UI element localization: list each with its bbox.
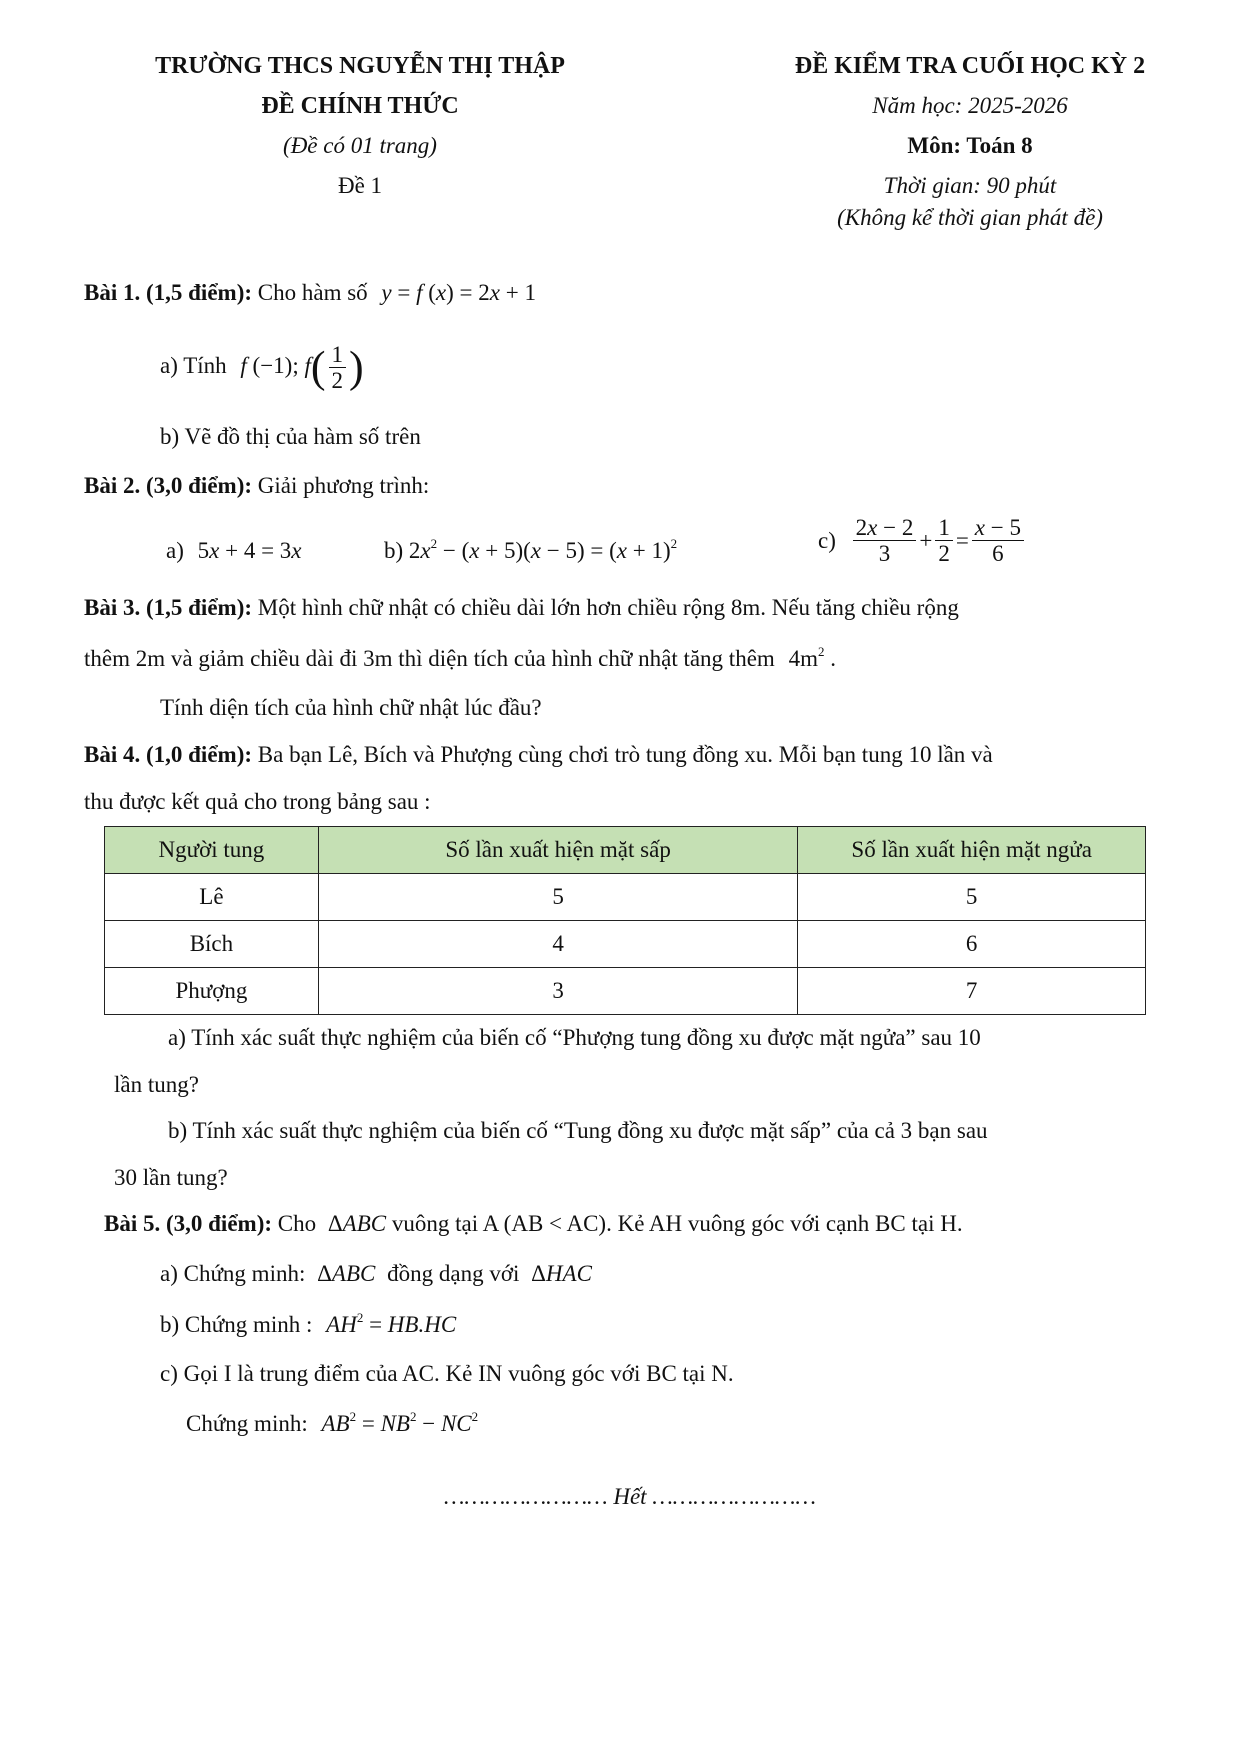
table-cell: Bích [105, 921, 319, 968]
bai2-heading: Bài 2. (3,0 điểm): [84, 473, 253, 498]
bai1-function: y = f (x) = 2x + 1 [381, 280, 536, 305]
table-cell: 5 [798, 874, 1146, 921]
table-cell: 5 [318, 874, 798, 921]
triangle-abc: ΔABC [327, 1211, 387, 1236]
bai5-b-expr: $AH^2 = HB.HC$ [326, 1310, 457, 1337]
table-row [105, 921, 1146, 968]
bai5-a [160, 1260, 592, 1288]
bai4-heading: Bài 4. (1,0 điểm): [84, 742, 253, 767]
bai5-a-mid: đồng dạng với [387, 1261, 520, 1286]
bai3-line2 [84, 645, 836, 673]
bai1-a [160, 342, 364, 394]
exam-title: ĐỀ KIỂM TRA CUỐI HỌC KỲ 2 [794, 53, 1146, 79]
bai5-c-expr: $AB^2 = NB^2 - NC^2$ [321, 1409, 479, 1436]
table-header-row [105, 827, 1146, 874]
school-name: TRƯỜNG THCS NGUYỄN THỊ THẬP [155, 53, 565, 79]
bai2-c [818, 515, 1027, 567]
bai3-line3: Tính diện tích của hình chữ nhật lúc đầu? [160, 695, 542, 720]
bai5-a-pre: a) Chứng minh: [160, 1261, 306, 1286]
bai3-text2: thêm 2m và giảm chiều dài đi 3m thì diện tích của hình chữ nhật tăng thêm [84, 646, 775, 671]
bai1-intro [84, 279, 536, 307]
subject: Môn: Toán 8 [907, 133, 1033, 158]
table-cell: 7 [798, 968, 1146, 1015]
bai2-c-equation: $\frac{2x - 2}{3}$ + $\frac{1}{2}$ = $\frac{x - 5}{6}$ [850, 526, 1027, 551]
bai2-c-label: c) [818, 528, 836, 553]
table-cell: 6 [798, 921, 1146, 968]
bai2-a [166, 537, 302, 565]
bai4-a-line1: a) Tính xác suất thực nghiệm của biến cố “Phượng tung đồng xu được mặt ngửa” sau 10 [168, 1025, 981, 1050]
table-cell: Lê [105, 874, 319, 921]
bai2-b-label: b) [384, 538, 404, 563]
bai3-text1: Một hình chữ nhật có chiều dài lớn hơn chiều rộng 8m. Nếu tăng chiều rộng [257, 595, 959, 620]
bai5-c-proof [186, 1410, 478, 1438]
bai4-text1: Ba bạn Lê, Bích và Phượng cùng chơi trò tung đồng xu. Mỗi bạn tung 10 lần và [257, 742, 993, 767]
bai2-b [384, 537, 677, 565]
bai1-a-label: a) Tính [160, 353, 227, 379]
bai4-line2: thu được kết quả cho trong bảng sau : [84, 789, 431, 814]
bai4-b-line2: 30 lần tung? [114, 1165, 228, 1190]
exam-code: Đề 1 [337, 173, 383, 198]
triangle-hac: ΔHAC [531, 1261, 592, 1286]
bai2-intro [84, 472, 429, 500]
table-header-player: Người tung [105, 827, 319, 874]
bai5-c-proof-label: Chứng minh: [186, 1411, 308, 1436]
end-label: Hết [613, 1484, 647, 1509]
bai1-a-expr: f (−1); f( $\frac{1}{2}$ ) [240, 342, 364, 394]
bai3-area-increase: $4m^2$ . [788, 644, 836, 671]
bai5-intro [104, 1210, 963, 1238]
bai2-a-equation: 5x + 4 = 3x [197, 538, 302, 563]
table-row [105, 874, 1146, 921]
bai5-c: c) Gọi I là trung điểm của AC. Kẻ IN vuông góc với BC tại N. [160, 1361, 734, 1386]
bai2-b-equation: $2x^2 - (x + 5)(x - 5) = (x + 1)^2$ [408, 536, 678, 563]
coin-toss-table [104, 826, 1146, 1015]
header-right [720, 52, 1220, 244]
bai5-b-pre: b) Chứng minh : [160, 1312, 313, 1337]
bai5-intro-post: vuông tại A (AB < AC). Kẻ AH vuông góc với cạnh BC tại H. [391, 1211, 963, 1236]
bai4-b-line1: b) Tính xác suất thực nghiệm của biến cố “Tung đồng xu được mặt sấp” của cả 3 bạn sau [168, 1118, 988, 1143]
bai1-intro-text: Cho hàm số [257, 280, 368, 305]
table-cell: 4 [318, 921, 798, 968]
bai5-heading: Bài 5. (3,0 điểm): [104, 1211, 273, 1236]
bai5-intro-pre: Cho [277, 1211, 317, 1236]
table-cell: Phượng [105, 968, 319, 1015]
bai2-intro-text: Giải phương trình: [257, 473, 430, 498]
triangle-abc-2: ΔABC [317, 1261, 376, 1286]
table-row [105, 968, 1146, 1015]
bai3-heading: Bài 3. (1,5 điểm): [84, 595, 253, 620]
end-marker [444, 1483, 816, 1511]
bai4-line1 [84, 741, 993, 769]
bai3-line1 [84, 594, 959, 622]
bai5-b [160, 1311, 456, 1339]
bai2-a-label: a) [166, 538, 184, 563]
table-cell: 3 [318, 968, 798, 1015]
bai1-b: b) Vẽ đồ thị của hàm số trên [160, 424, 421, 449]
duration-note: (Không kể thời gian phát đề) [837, 205, 1103, 230]
table-header-tails: Số lần xuất hiện mặt ngửa [798, 827, 1146, 874]
duration: Thời gian: 90 phút [883, 173, 1057, 198]
school-year: Năm học: 2025-2026 [872, 93, 1068, 118]
header-left [90, 52, 630, 212]
bai1-heading: Bài 1. (1,5 điểm): [84, 280, 253, 305]
page-count: (Đề có 01 trang) [283, 133, 437, 158]
end-dots-left: …………………… [444, 1484, 608, 1509]
official-label: ĐỀ CHÍNH THỨC [261, 93, 459, 119]
table-header-heads: Số lần xuất hiện mặt sấp [318, 827, 798, 874]
end-dots-right: …………………… [652, 1484, 816, 1509]
bai4-a-line2: lần tung? [114, 1072, 199, 1097]
